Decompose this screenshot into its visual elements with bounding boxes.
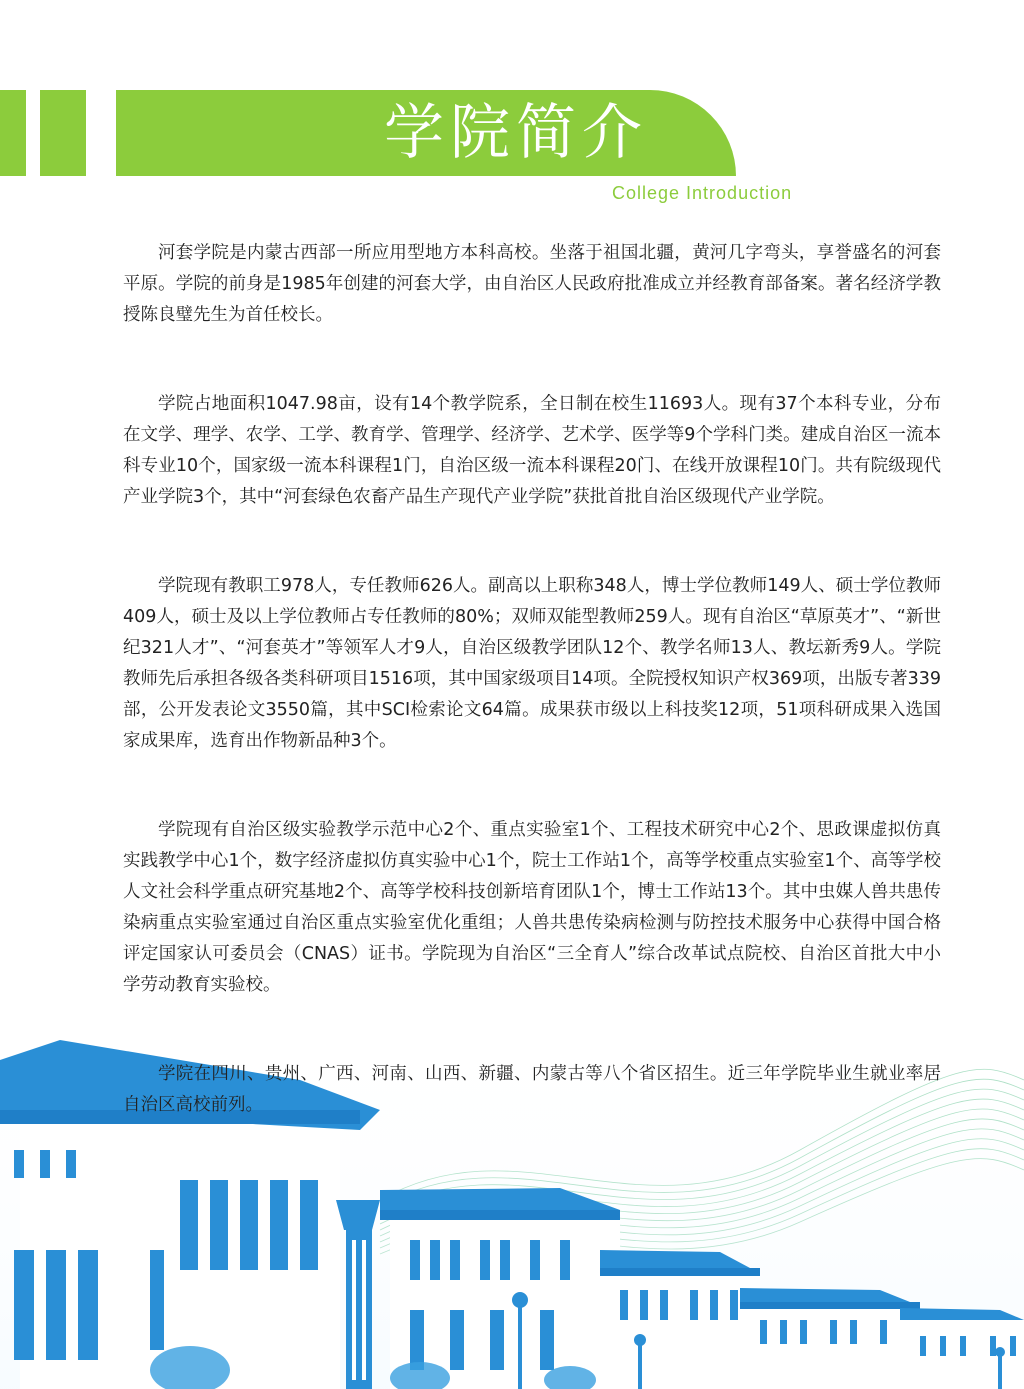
building-fourth	[740, 1288, 920, 1389]
building-fifth	[900, 1308, 1024, 1389]
building-third	[600, 1250, 760, 1389]
article-body	[123, 238, 941, 1179]
header-accent-bar-left	[0, 90, 26, 176]
paragraph-4: 学院现有自治区级实验教学示范中心2个、重点实验室1个、工程技术研究中心2个、思政课虚拟仿真实践教学中心1个，数字经济虚拟仿真实验中心1个，院士工作站1个，高等学校重点实验室1个、高等学校人文社会科学重点研究基地2个、高等学校科技创新培育团队1个，博士工作站13个。其中虫媒人兽共患传染病重点实验室通过自治区重点实验室优化重组；人兽共患传染病检测与防控技术服务中心获得中国合格评定国家认可委员会（CNAS）证书。学院现为自治区“三全育人”综合改革试点院校、自治区首批大中小学劳动教育实验校。	[123, 820, 941, 995]
header-accent-bar-right	[40, 90, 86, 176]
building-second	[380, 1188, 620, 1389]
page-subtitle: College Introduction	[612, 183, 793, 203]
paragraph-1: 河套学院是内蒙古西部一所应用型地方本科高校。坐落于祖国北疆，黄河几字弯头，享誉盛名的河套平原。学院的前身是1985年创建的河套大学，由自治区人民政府批准成立并经教育部备案。著名经济学教授陈良璧先生为首任校长。	[123, 243, 941, 325]
paragraph-3: 学院现有教职工978人，专任教师626人。副高以上职称348人，博士学位教师149人、硕士学位教师409人，硕士及以上学位教师占专任教师的80%；双师双能型教师259人。现有自治区“草原英才”、“新世纪321人才”、“河套英才”等领军人才9人，自治区级教学团队12个、教学名师13人、教坛新秀9人。学院教师先后承担各级各类科研项目1516项，其中国家级项目14项。全院授权知识产权369项，出版专著339部，公开发表论文3550篇，其中SCI检索论文64篇。成果获市级以上科技奖12项，51项科研成果入选国家成果库，选育出作物新品种3个。	[123, 576, 941, 751]
paragraph-5: 学院在四川、贵州、广西、河南、山西、新疆、内蒙古等八个省区招生。近三年学院毕业生就业率居自治区高校前列。	[123, 1064, 941, 1115]
paragraph-2: 学院占地面积1047.98亩，设有14个教学院系，全日制在校生11693人。现有37个本科专业，分布在文学、理学、农学、工学、教育学、管理学、经济学、艺术学、医学等9个学科门类。建成自治区一流本科专业10个，国家级一流本科课程1门，自治区级一流本科课程20门、在线开放课程10门。共有院级现代产业学院3个，其中“河套绿色农畜产品生产现代产业学院”获批首批自治区级现代产业学院。	[123, 394, 941, 507]
page-title: 学院简介	[384, 98, 648, 168]
